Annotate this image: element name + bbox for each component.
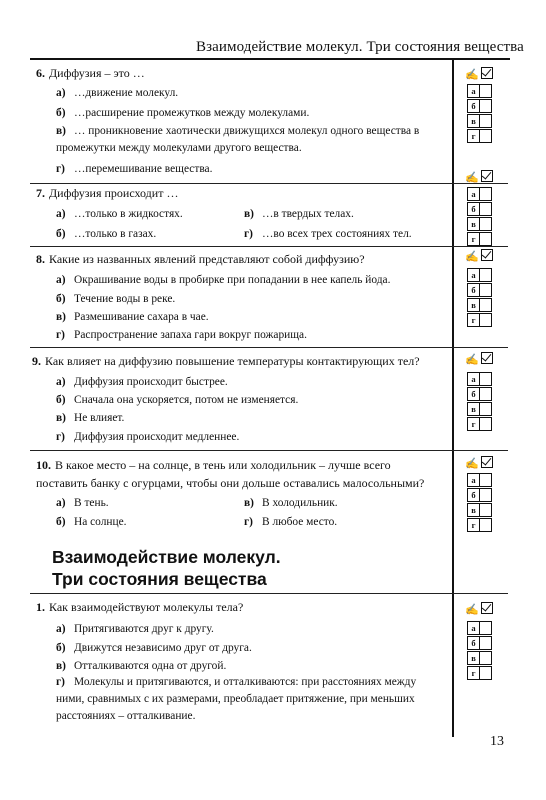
answer-letter: в <box>467 651 480 665</box>
answer-boxes <box>467 372 492 432</box>
question-number: 7. <box>36 186 45 200</box>
answer-box[interactable] <box>480 372 492 386</box>
answer-box[interactable] <box>480 417 492 431</box>
question-number: 6. <box>36 66 45 80</box>
answer-box[interactable] <box>480 187 492 201</box>
answer-box[interactable] <box>480 129 492 143</box>
answer-letter: г <box>467 518 480 532</box>
answer-letter: в <box>467 402 480 416</box>
answer-letter: г <box>467 232 480 246</box>
question-8-option-a: а) Окрашивание воды в пробирке при попадании в нее капель йода. <box>56 274 391 286</box>
question-number: 1. <box>36 600 45 614</box>
answer-box[interactable] <box>480 651 492 665</box>
question-9-option-b: б) Сначала она ускоряется, потом не изменяется. <box>56 394 299 406</box>
question-10-option-a: а) В тень. <box>56 497 109 509</box>
answer-box[interactable] <box>480 387 492 401</box>
checkbox-icon <box>481 456 493 468</box>
page-number: 13 <box>490 734 504 749</box>
answer-letter: б <box>467 202 480 216</box>
question-6-title: 6. Диффузия – это … <box>36 66 145 80</box>
answer-header <box>465 170 505 184</box>
question-10-option-d: г) В любое место. <box>244 516 338 528</box>
question-7-option-c: в) …в твердых телах. <box>244 208 354 220</box>
question-10-option-b: б) На солнце. <box>56 516 127 528</box>
section-question-1-option-a: а) Притягиваются друг к другу. <box>56 623 214 635</box>
question-separator <box>30 347 508 348</box>
answer-header <box>465 249 505 263</box>
answer-letter: б <box>467 99 480 113</box>
checkbox-icon <box>481 170 493 182</box>
answer-box[interactable] <box>480 313 492 327</box>
question-9-title: 9. Как влияет на диффузию повышение температуры контактирующих тел? <box>32 354 420 368</box>
answer-header <box>465 352 505 366</box>
answer-boxes <box>467 187 492 247</box>
question-separator <box>30 593 508 594</box>
answer-letter: г <box>467 129 480 143</box>
question-number: 9. <box>32 354 41 368</box>
question-separator <box>30 450 508 451</box>
pen-icon: ✍ <box>465 251 479 263</box>
pen-icon: ✍ <box>465 172 479 184</box>
answer-header <box>465 456 505 470</box>
answer-box[interactable] <box>480 402 492 416</box>
answer-letter: в <box>467 217 480 231</box>
question-8-option-c: в) Размешивание сахара в чае. <box>56 311 209 323</box>
answer-letter: б <box>467 283 480 297</box>
checkbox-icon <box>481 249 493 261</box>
answer-box[interactable] <box>480 202 492 216</box>
section-question-1-option-c: в) Отталкиваются одна от другой. <box>56 660 227 672</box>
answer-letter: б <box>467 387 480 401</box>
answer-header <box>465 602 505 616</box>
answer-letter: а <box>467 473 480 487</box>
answer-column-rule <box>452 59 454 737</box>
question-number: 10. <box>36 458 51 472</box>
question-9-option-a: а) Диффузия происходит быстрее. <box>56 376 228 388</box>
answer-box[interactable] <box>480 503 492 517</box>
answer-box[interactable] <box>480 114 492 128</box>
question-10-option-c: в) В холодильник. <box>244 497 338 509</box>
answer-letter: а <box>467 372 480 386</box>
answer-letter: в <box>467 503 480 517</box>
answer-letter: а <box>467 268 480 282</box>
answer-box[interactable] <box>480 84 492 98</box>
answer-box[interactable] <box>480 518 492 532</box>
answer-box[interactable] <box>480 473 492 487</box>
question-8-option-b: б) Течение воды в реке. <box>56 293 176 305</box>
answer-box[interactable] <box>480 488 492 502</box>
answer-box[interactable] <box>480 217 492 231</box>
question-6-option-b: б) …расширение промежутков между молекулами. <box>56 107 310 119</box>
answer-box[interactable] <box>480 232 492 246</box>
section-question-1-title: 1. Как взаимодействуют молекулы тела? <box>36 600 244 614</box>
answer-boxes <box>467 621 492 681</box>
answer-boxes <box>467 473 492 533</box>
question-6-option-c: в) … проникновение хаотически движущихся молекул одного вещества в промежутки между молекулами другого вещества. <box>56 125 420 154</box>
checkbox-icon <box>481 602 493 614</box>
section-heading: Взаимодействие молекул. Три состояния вещества <box>52 547 281 589</box>
section-question-1-option-d: г) Молекулы и притягиваются, и отталкиваются: при расстояниях между ними, сравнимых с их размерами, преобладает притяжение, при меньших расстояниях – отталкивание. <box>56 676 417 722</box>
question-7-option-d: г) …во всех трех состояниях тел. <box>244 228 412 240</box>
question-9-option-d: г) Диффузия происходит медленнее. <box>56 431 240 443</box>
answer-box[interactable] <box>480 283 492 297</box>
question-separator <box>30 246 508 247</box>
pen-icon: ✍ <box>465 604 479 616</box>
question-7-title: 7. Диффузия происходит … <box>36 186 179 200</box>
pen-icon: ✍ <box>465 354 479 366</box>
answer-letter: б <box>467 488 480 502</box>
answer-letter: а <box>467 84 480 98</box>
question-number: 8. <box>36 252 45 266</box>
answer-letter: в <box>467 114 480 128</box>
question-8-option-d: г) Распространение запаха гари вокруг пожарища. <box>56 329 307 341</box>
answer-letter: г <box>467 417 480 431</box>
question-separator <box>30 183 508 184</box>
answer-letter: а <box>467 621 480 635</box>
question-8-title: 8. Какие из названных явлений представляют собой диффузию? <box>36 252 365 266</box>
answer-header <box>465 67 505 81</box>
question-9-option-c: в) Не влияет. <box>56 412 125 424</box>
checkbox-icon <box>481 67 493 79</box>
answer-boxes <box>467 268 492 328</box>
pen-icon: ✍ <box>465 458 479 470</box>
section-question-1-option-b: б) Движутся независимо друг от друга. <box>56 642 252 654</box>
pen-icon: ✍ <box>465 69 479 81</box>
answer-letter: а <box>467 187 480 201</box>
answer-boxes <box>467 84 492 144</box>
question-10-title: 10. В какое место – на солнце, в тень или холодильник – лучше всего поставить банку с огурцами, чтобы они дольше оставались малосольными? <box>36 458 425 490</box>
answer-box[interactable] <box>480 268 492 282</box>
answer-letter: г <box>467 666 480 680</box>
answer-box[interactable] <box>480 666 492 680</box>
answer-box[interactable] <box>480 298 492 312</box>
answer-box[interactable] <box>480 636 492 650</box>
question-6-option-d: г) …перемешивание вещества. <box>56 163 213 175</box>
answer-letter: в <box>467 298 480 312</box>
question-7-option-b: б) …только в газах. <box>56 228 157 240</box>
header-rule <box>30 58 510 60</box>
answer-box[interactable] <box>480 99 492 113</box>
answer-letter: б <box>467 636 480 650</box>
running-head: Взаимодействие молекул. Три состояния вещества <box>196 39 524 55</box>
question-7-option-a: а) …только в жидкостях. <box>56 208 183 220</box>
answer-box[interactable] <box>480 621 492 635</box>
checkbox-icon <box>481 352 493 364</box>
question-6-option-a: а) …движение молекул. <box>56 87 179 99</box>
answer-letter: г <box>467 313 480 327</box>
